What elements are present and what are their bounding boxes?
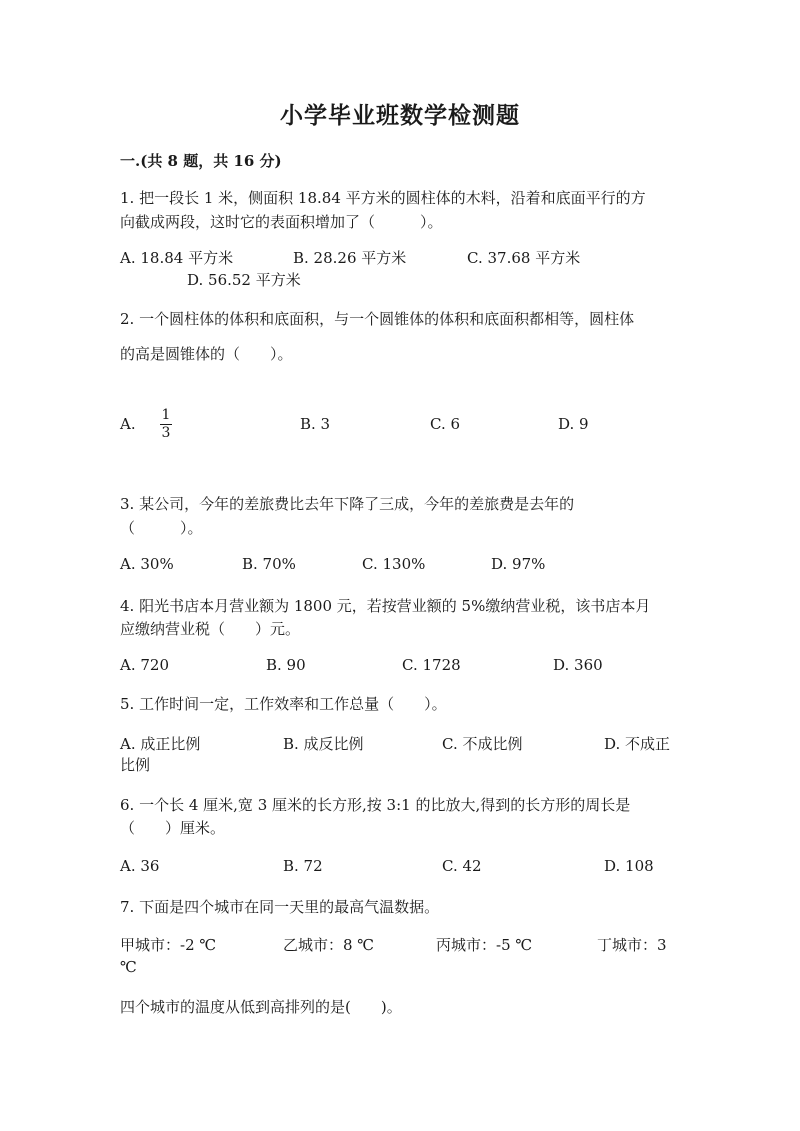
question-2-option-c: C. 6: [430, 415, 461, 433]
question-7-city-d-wrap: ℃: [120, 958, 137, 976]
question-7-prompt: 四个城市的温度从低到高排列的是( )。: [120, 998, 402, 1016]
question-4-option-a: A. 720: [120, 656, 169, 674]
question-7-city-b: 乙城市：8 ℃: [283, 936, 375, 954]
fraction-numerator: 1: [161, 407, 171, 423]
question-7-city-a: 甲城市：-2 ℃: [120, 936, 217, 954]
question-2-option-b: B. 3: [300, 415, 331, 433]
section-heading: 一.(共 8 题，共 16 分): [120, 152, 282, 170]
question-6-line-1: 6. 一个长 4 厘米,宽 3 厘米的长方形,按 3:1 的比放大,得到的长方形的周长是: [120, 796, 631, 814]
question-6-option-a: A. 36: [120, 857, 160, 875]
question-2-option-d: D. 9: [558, 415, 589, 433]
question-3-line-1: 3. 某公司，今年的差旅费比去年下降了三成，今年的差旅费是去年的: [120, 495, 575, 513]
question-7-line-1: 7. 下面是四个城市在同一天里的最高气温数据。: [120, 898, 440, 916]
page-title: 小学毕业班数学检测题: [280, 102, 520, 129]
question-3-option-c: C. 130%: [362, 555, 426, 573]
question-3-option-b: B. 70%: [242, 555, 296, 573]
question-4-line-2: 应缴纳营业税（ ）元。: [120, 620, 301, 638]
question-1-option-c: C. 37.68 平方米: [467, 249, 581, 267]
question-1-option-a: A. 18.84 平方米: [120, 249, 234, 267]
question-3-option-a: A. 30%: [120, 555, 174, 573]
question-5-option-c: C. 不成比例: [442, 735, 523, 753]
question-4-option-b: B. 90: [266, 656, 306, 674]
question-6-option-b: B. 72: [283, 857, 323, 875]
question-4-line-1: 4. 阳光书店本月营业额为 1800 元，若按营业额的 5%缴纳营业税，该书店本月: [120, 597, 651, 615]
question-3-option-d: D. 97%: [491, 555, 546, 573]
question-3-line-2: （ ）。: [120, 519, 203, 537]
question-2-line-1: 2. 一个圆柱体的体积和底面积，与一个圆锥体的体积和底面积都相等，圆柱体: [120, 310, 635, 328]
question-7-city-d: 丁城市：3: [597, 936, 667, 954]
question-6-option-d: D. 108: [604, 857, 654, 875]
question-5-line-1: 5. 工作时间一定，工作效率和工作总量（ ）。: [120, 695, 447, 713]
question-6-line-2: （ ）厘米。: [120, 819, 226, 837]
question-5-option-b: B. 成反比例: [283, 735, 364, 753]
question-1-option-b: B. 28.26 平方米: [293, 249, 407, 267]
question-1-option-d: D. 56.52 平方米: [187, 271, 301, 289]
question-2-line-2: 的高是圆锥体的（ ）。: [120, 345, 293, 363]
question-7-city-c: 丙城市：-5 ℃: [436, 936, 533, 954]
question-2-option-a-fraction: [160, 408, 172, 441]
question-6-option-c: C. 42: [442, 857, 482, 875]
question-1-line-1: 1. 把一段长 1 米，侧面积 18.84 平方米的圆柱体的木料，沿着和底面平行的方: [120, 189, 646, 207]
question-2-option-a-label: A.: [120, 415, 136, 433]
question-5-option-a: A. 成正比例: [120, 735, 201, 753]
question-4-option-d: D. 360: [553, 656, 603, 674]
fraction-denominator: 3: [161, 425, 171, 441]
question-5-option-d-wrap: 比例: [120, 756, 151, 774]
question-5-option-d: D. 不成正: [604, 735, 671, 753]
question-4-option-c: C. 1728: [402, 656, 461, 674]
question-1-line-2: 向截成两段，这时它的表面积增加了（ ）。: [120, 213, 443, 231]
